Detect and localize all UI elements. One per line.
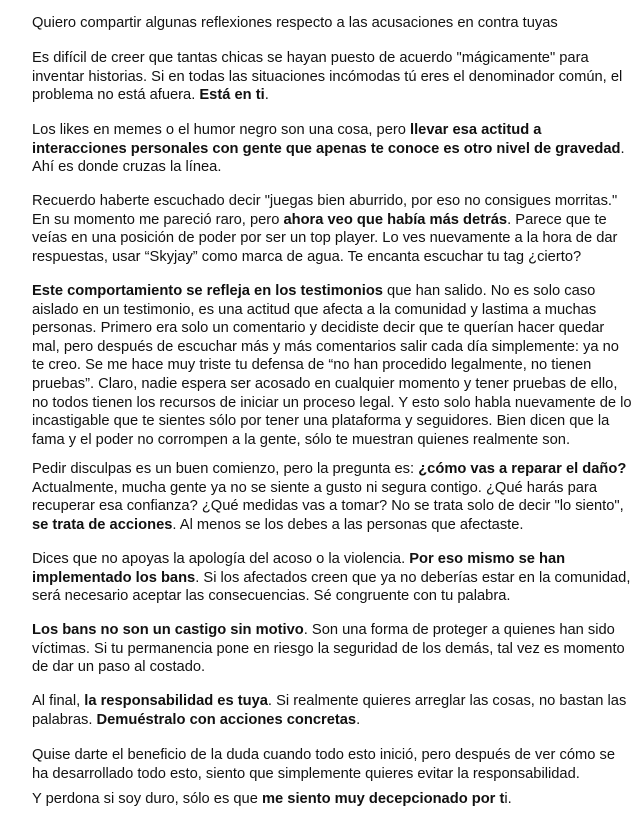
paragraph-likes-memes (32, 121, 625, 177)
text-line (32, 68, 623, 87)
paragraph-bans-motivo (32, 621, 625, 677)
bold-text: se trata de acciones (32, 516, 173, 533)
text-run: Quiero compartir algunas reflexiones respecto a las acusaciones en contra tuyas (32, 15, 558, 31)
text-line (32, 692, 627, 711)
bold-text: llevar esa actitud a (410, 122, 542, 138)
text-line (32, 14, 604, 33)
text-run: Dices que no apoyas la apología del acoso o la violencia. (32, 551, 410, 567)
text-run: Recuerdo haberte escuchado decir "juegas bien aburrido, por eso no consigues morritas." (32, 193, 618, 209)
text-line (32, 640, 625, 659)
text-run: inventar historias. Si en todas las situaciones incómodas tú eres el denominador común, el (32, 68, 623, 85)
text-run: i. (504, 791, 512, 807)
text-run: Al final, (32, 693, 85, 709)
text-run: ha desarrollado todo esto, siento que simplemente quieres evitar la responsabilidad. (32, 765, 580, 782)
text-run: Quise darte el beneficio de la duda cuando todo esto inició, pero después de ver cómo se (32, 747, 615, 763)
text-run: . (356, 711, 361, 728)
text-line (32, 121, 604, 140)
text-line (32, 394, 632, 413)
text-run: fama y el poder no corrompen a la gente, sólo te muestran quienes realmente son. (32, 431, 571, 448)
text-run: Los likes en memes o el humor negro son una cosa, pero (32, 122, 411, 138)
text-line (32, 158, 604, 177)
bold-text: interacciones personales con gente que apenas te conoce es otro nivel de gravedad (32, 140, 621, 157)
text-line (32, 86, 604, 105)
text-line (32, 790, 604, 809)
text-run: Actualmente, mucha gente ya no se siente a gusto ni segura contigo. ¿Qué harás para (32, 479, 597, 496)
bold-text: ahora veo que había más detrás (283, 211, 508, 228)
text-run: palabras. (32, 711, 97, 728)
paragraph-intro (32, 14, 604, 33)
text-run: En su momento me pareció raro, pero (32, 211, 284, 228)
bold-text: implementado los bans (32, 569, 196, 586)
paragraph-recuerdo (32, 192, 618, 266)
text-run: . Al menos se los debes a las personas que afectaste. (172, 516, 524, 533)
bold-text: la responsabilidad es tuya (84, 693, 268, 709)
paragraph-beneficio-duda (32, 746, 615, 783)
bold-text: Está en ti (199, 87, 265, 104)
text-line (32, 338, 619, 357)
bold-text: Los bans no son un castigo sin motivo (32, 622, 304, 638)
text-line (32, 356, 604, 375)
text-line (32, 248, 604, 267)
text-run: que han salido. No es solo caso (382, 283, 596, 299)
text-run: . Parece que te (507, 211, 607, 228)
text-run: Es difícil de creer que tantas chicas se hayan puesto de acuerdo "mágicamente" para (32, 50, 589, 66)
text-line (32, 49, 604, 68)
paragraph-testimonios (32, 282, 632, 449)
text-line (32, 621, 615, 640)
paragraph-bans-implementados (32, 550, 631, 606)
text-line (32, 711, 604, 730)
text-line (32, 301, 604, 320)
text-line (32, 569, 631, 588)
text-run: Ahí es donde cruzas la línea. (32, 159, 222, 176)
paragraph-disculpas (32, 460, 627, 534)
text-line (32, 211, 607, 230)
text-line (32, 412, 610, 431)
text-line (32, 746, 615, 765)
bold-text: me siento muy decepcionado por t (261, 791, 505, 807)
paragraph-stories (32, 49, 623, 105)
text-line (32, 587, 604, 606)
text-run: pruebas”. Claro, nadie espera ser acosado en cualquier momento y tener pruebas de ello, (32, 375, 618, 392)
paragraph-responsabilidad (32, 692, 627, 729)
text-run: . Si los afectados creen que ya no deberías estar en la comunidad, (195, 569, 631, 586)
text-line (32, 431, 604, 450)
bold-text: Demuéstralo con acciones concretas (96, 711, 357, 728)
text-line (32, 229, 618, 248)
text-run: respuestas, usar “Skyjay” como marca de agua. Te encanta escuchar tu tag ¿cierto? (32, 248, 582, 265)
paragraph-cierre (32, 790, 604, 809)
text-run: te creo. Se me hace muy triste tu defensa de “no han procedido legalmente, no tienen (32, 357, 592, 374)
text-line (32, 319, 604, 338)
text-line (32, 140, 625, 159)
text-run: . Son una forma de proteger a quienes han sido (303, 622, 615, 638)
text-run: mal, pero después de escuchar más y más comentarios salir cada día simplemente: ya no (32, 338, 619, 355)
text-run: problema no está afuera. (32, 87, 200, 104)
text-run: Y perdona si soy duro, sólo es que (32, 791, 262, 807)
text-line (32, 375, 618, 394)
text-line (32, 282, 604, 301)
text-line (32, 460, 627, 479)
text-run: . Si realmente quieres arreglar las cosas, no bastan las (267, 693, 627, 709)
text-run: de dar un paso al costado. (32, 659, 206, 676)
text-run: personas. Primero era solo un comentario y decidiste decir que te querían hacer quedar (32, 320, 605, 337)
text-line (32, 497, 624, 516)
text-line (32, 765, 604, 784)
text-run: víctimas. Si tu permanencia pone en riesgo la seguridad de los demás, tal vez es momento (32, 640, 625, 657)
text-run: . (264, 87, 269, 104)
text-line (32, 658, 604, 677)
text-run: . (620, 140, 625, 157)
text-run: aislado en un testimonio, es una actitud que afecta a la comunidad y lastima a muchas (32, 301, 597, 318)
text-line (32, 479, 604, 498)
text-run: será necesario aceptar las consecuencias. Sé congruente con tu palabra. (32, 588, 511, 605)
text-run: incastigable que te sientes sólo por tener una plataforma y seguidores. Bien dicen que la (32, 413, 610, 430)
text-run: veías en una posición de poder por ser un top player. Lo ves nuevamente a la hora de dar (32, 230, 618, 247)
bold-text: ¿cómo vas a reparar el daño? (418, 461, 627, 477)
text-line (32, 192, 618, 211)
text-run: no todos tienen los recursos de iniciar un proceso legal. Y esto solo habla nuevamente de lo (32, 394, 632, 411)
text-line (32, 516, 604, 535)
text-run: Pedir disculpas es un buen comienzo, pero la pregunta es: (32, 461, 419, 477)
text-run: recuperar esa confianza? ¿Qué medidas vas a tomar? No se trata solo de decir "lo siento", (32, 498, 624, 515)
text-line (32, 550, 604, 569)
bold-text: Por eso mismo se han (409, 551, 566, 567)
bold-text: Este comportamiento se refleja en los testimonios (32, 283, 383, 299)
